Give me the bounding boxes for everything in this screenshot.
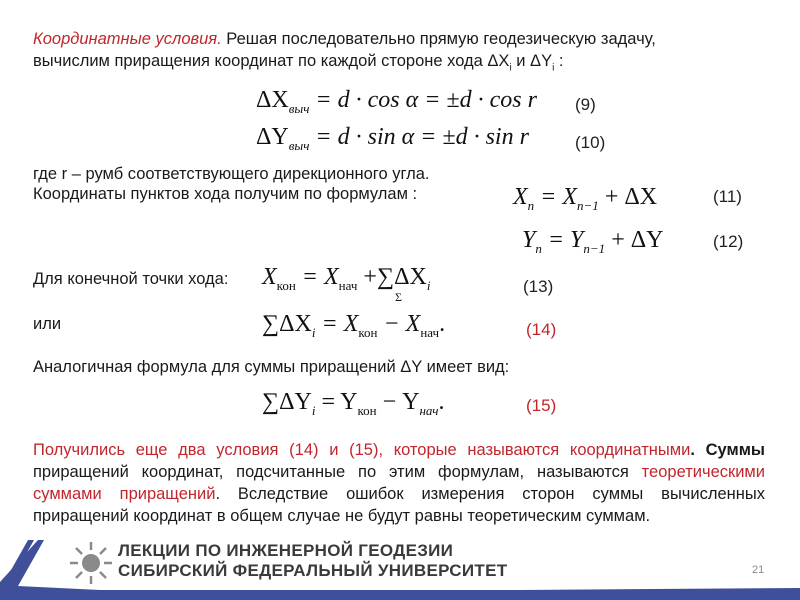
f14-dot: . [439,311,446,337]
f13-sum-subscript: Σ [395,290,402,304]
f9-lhs: ΔX [256,87,289,113]
end-point-label: Для конечной точки хода: [33,270,229,288]
f15-sub-kon: кон [357,403,377,418]
where-line: где r – румб соответствующего дирекционного угла. [33,165,430,183]
coords-line: Координаты пунктов хода получим по формулам : [33,185,418,203]
f15-sub-nach: нач [419,403,439,418]
f10-lhs: ΔY [256,124,289,150]
f12-lhs: Y [522,227,536,253]
formula-10-number: (10) [575,133,606,152]
f12-sub-n1: n−1 [583,241,606,256]
footer-title-line1: ЛЕКЦИИ ПО ИНЖЕНЕРНОЙ ГЕОДЕЗИИ [118,541,454,560]
f14-sub-nach: нач [420,325,440,340]
f14-minus: − X [377,311,421,337]
f13-sub-i: i [426,278,431,293]
formula-11-number: (11) [713,187,742,206]
f9-rhs: = d · cos α = ±d · cos r [315,87,537,113]
f12-rhs: + ΔY [605,227,664,253]
f10-sub: выч [288,138,310,153]
intro-italic-label: Координатные условия. [33,30,222,48]
formula-14 [262,311,445,341]
f14-sub-i: i [311,325,316,340]
conclusion-paragraph [33,439,765,527]
formula-15-number: (15) [526,396,557,415]
f11-lhs: X [513,184,528,210]
f11-mid: = X [534,184,578,210]
f13-rhs: ∑ΔX [376,264,427,290]
formula-13 [262,264,430,294]
sfu-sun-logo-icon [68,540,114,586]
conclusion-black2: . Вследствие ошибок измерения сторон суммы вычисленных приращений координат в общем случае не будут равны теоретическим суммам. [33,485,765,525]
f15-dot: . [438,389,445,415]
f12-mid: = Y [541,227,584,253]
f10-rhs: = d · sin α = ±d · sin r [315,124,529,150]
intro-and: и ΔY [511,52,553,70]
f11-rhs: + ΔX [598,184,658,210]
formula-10 [256,124,529,154]
f15-lhs: ∑ΔY [262,389,312,415]
footer [0,530,800,600]
formula-9 [256,87,537,117]
conclusion-red2: теоретическими суммами приращений [33,463,765,503]
f14-lhs: ∑ΔX [262,311,312,337]
or-label: или [33,315,62,333]
f15-minus: − Y [376,389,420,415]
f14-mid: = X [315,311,359,337]
f11-sub-n: n [527,198,535,213]
page-number: 21 [752,564,765,576]
conclusion-dot: . Суммы [690,441,765,459]
analog-line: Аналогичная формула для суммы приращений ΔY имеет вид: [33,358,510,376]
conclusion-red1: Получились еще два условия (14) и (15), которые называются координатными [33,441,691,459]
f11-sub-n1: n−1 [577,198,599,213]
formula-11 [513,184,657,214]
intro-line1: Решая последовательно прямую геодезическую задачу, [221,30,656,48]
formula-12-number: (12) [713,232,744,251]
formula-13-number: (13) [523,277,554,296]
f13-mid: = X [295,264,339,290]
f13-sub-kon: кон [276,278,296,293]
formula-9-number: (9) [575,95,596,114]
f14-sub-kon: кон [358,325,378,340]
f15-mid: = Y [315,389,358,415]
f15-sub-i: i [311,403,316,418]
f12-sub-n: n [535,241,542,256]
intro-colon: : [554,52,564,70]
footer-title-line2: СИБИРСКИЙ ФЕДЕРАЛЬНЫЙ УНИВЕРСИТЕТ [118,561,508,580]
f13-sub-nach: нач [338,278,358,293]
intro-sub-i1: i [509,62,512,74]
intro-sub-i2: i [552,62,555,74]
intro-line2: вычислим приращения координат по каждой стороне хода ΔX [33,52,510,70]
formula-15 [262,389,444,419]
intro-paragraph [33,28,763,79]
f13-plus: + [357,264,377,290]
f9-sub: выч [288,101,310,116]
formula-12 [522,227,664,257]
formula-14-number: (14) [526,320,557,339]
f13-lhs: X [262,264,277,290]
conclusion-black1: приращений координат, подсчитанные по этим формулам, называются [33,463,642,481]
